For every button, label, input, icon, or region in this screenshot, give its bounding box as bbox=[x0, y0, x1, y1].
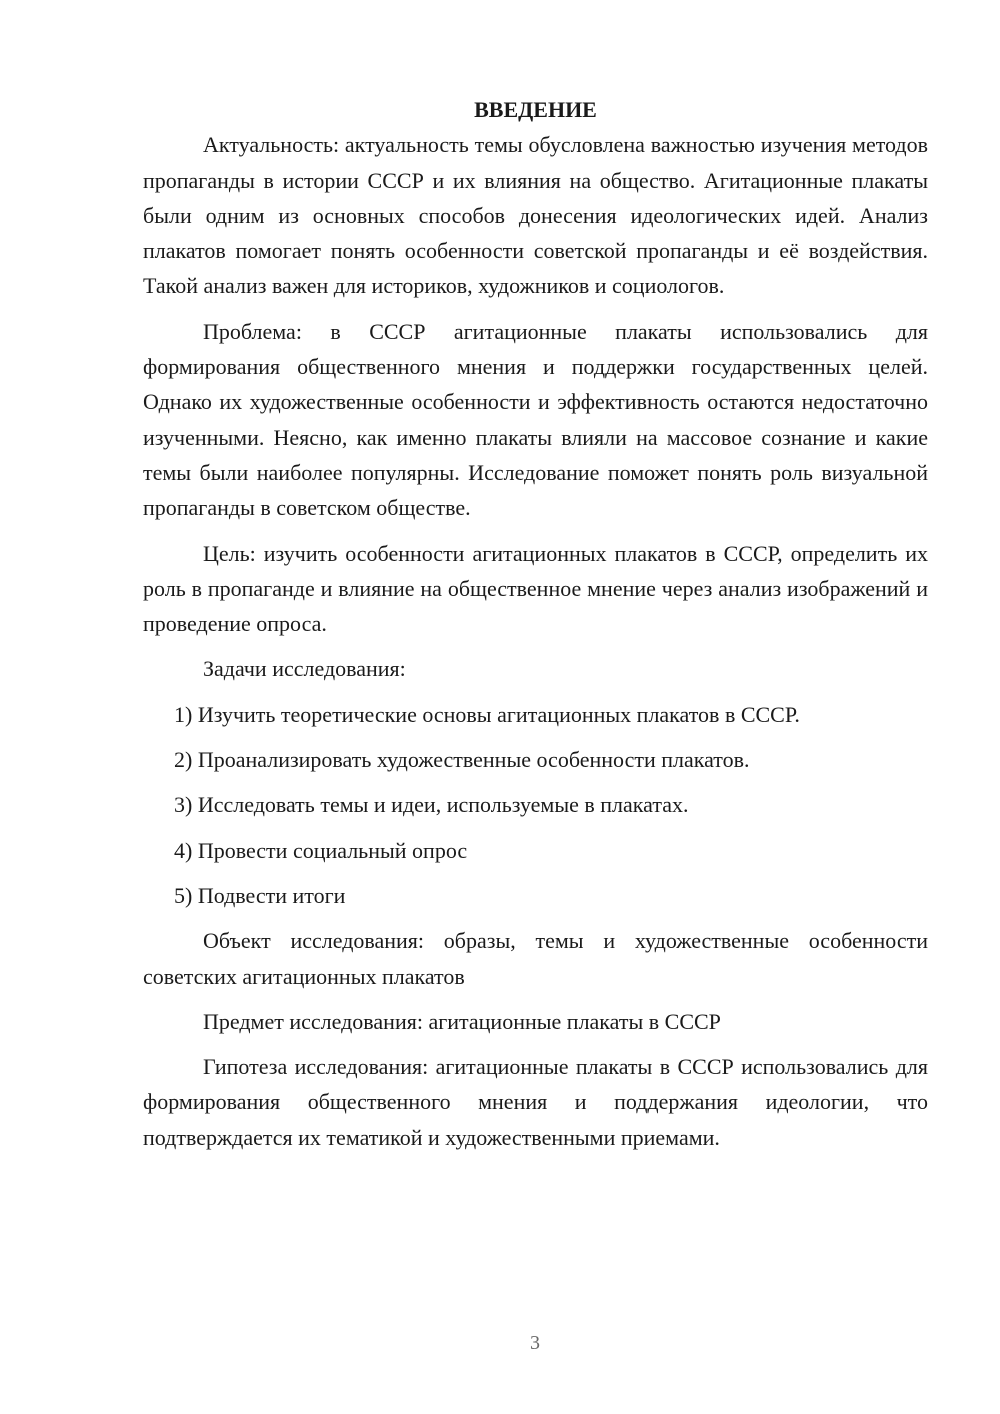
task-item: 4) Провести социальный опрос bbox=[174, 837, 468, 863]
tasks-list bbox=[143, 697, 928, 913]
task-item: 1) Изучить теоретические основы агитационных плакатов в СССР. bbox=[174, 701, 800, 727]
page-number: 3 bbox=[530, 1332, 540, 1354]
tasks-heading: Задачи исследования: bbox=[203, 656, 406, 682]
problem-paragraph: Проблема: в СССР агитационные плакаты использовались для формирования общественного мнения и поддержки государственных целей. Однако их художественные особенности и эффективность остаются недостаточно изученными. Неясно, как именно плакаты влияли на массовое сознание и какие темы были наиболее популярны. Исследование поможет понять роль визуальной пропаганды в советском обществе. bbox=[143, 318, 928, 521]
task-item: 5) Подвести итоги bbox=[174, 882, 346, 908]
hypothesis-paragraph: Гипотеза исследования: агитационные плакаты в СССР использовались для формирования общественного мнения и поддержания идеологии, что подтверждается их тематикой и художественными приемами. bbox=[143, 1054, 928, 1150]
page-title: ВВЕДЕНИЕ bbox=[474, 97, 597, 122]
object-paragraph: Объект исследования: образы, темы и художественные особенности советских агитационных плакатов bbox=[143, 928, 928, 989]
subject-paragraph: Предмет исследования: агитационные плакаты в СССР bbox=[203, 1008, 721, 1034]
task-item: 3) Исследовать темы и идеи, используемые в плакатах. bbox=[174, 792, 689, 818]
goal-paragraph: Цель: изучить особенности агитационных плакатов в СССР, определить их роль в пропаганде и влияние на общественное мнение через анализ изображений и проведение опроса. bbox=[143, 540, 928, 637]
relevance-paragraph: Актуальность: актуальность темы обусловлена важностью изучения методов пропаганды в истории СССР и их влияния на общество. Агитационные плакаты были одним из основных способов донесения идеологических идей. Анализ плакатов помогает понять особенности советской пропаганды и её воздействия. Такой анализ важен для историков, художников и социологов. bbox=[143, 132, 928, 299]
document-page bbox=[143, 92, 928, 1155]
task-item: 2) Проанализировать художественные особенности плакатов. bbox=[174, 747, 750, 773]
